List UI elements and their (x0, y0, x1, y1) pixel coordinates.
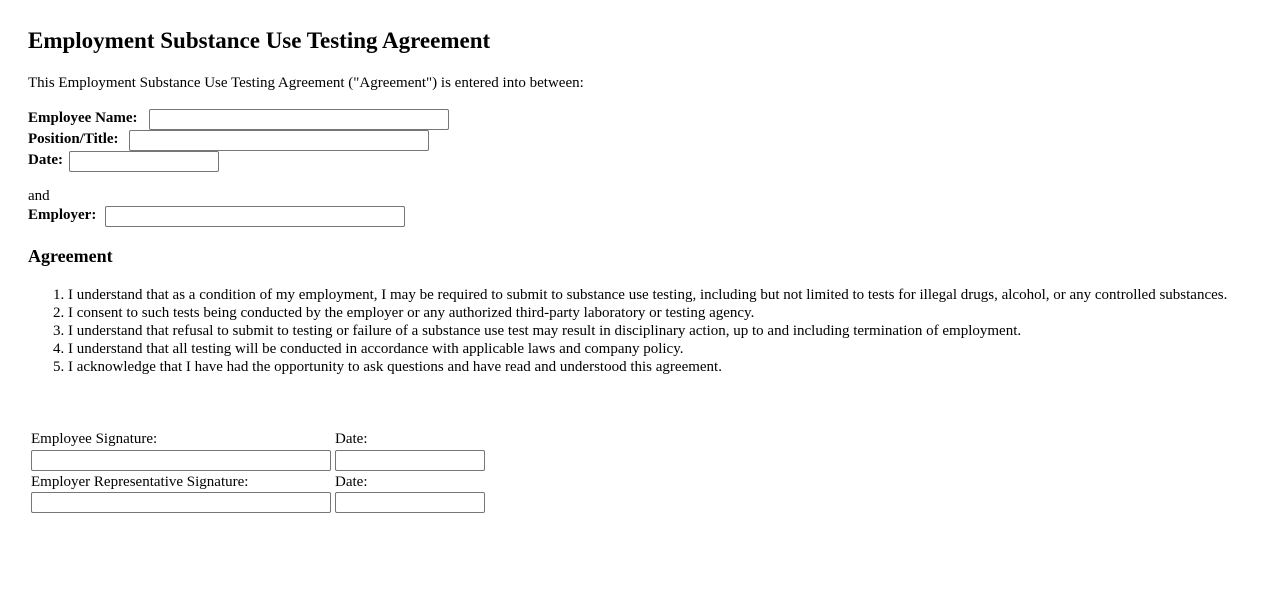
agreement-list (28, 286, 1238, 376)
employee-signature-date-label: Date: (335, 431, 368, 447)
employee-signature-date-input[interactable] (335, 450, 485, 471)
agreement-heading: Agreement (28, 246, 113, 266)
employer-input[interactable] (105, 206, 405, 227)
employer-rep-signature-input[interactable] (31, 492, 331, 513)
agreement-item: 5. I acknowledge that I have had the opportunity to ask questions and have read and understood this agreement. (68, 358, 1238, 376)
date-input[interactable] (69, 151, 219, 172)
employer-rep-signature-date-label: Date: (335, 474, 368, 490)
employer-label: Employer: (28, 207, 97, 223)
and-text: and (28, 188, 50, 204)
agreement-item: 3. I understand that refusal to submit to testing or failure of a substance use test may result in disciplinary action, up to and including termination of employment. (68, 322, 1238, 340)
date-label: Date: (28, 152, 63, 168)
agreement-item: 2. I consent to such tests being conducted by the employer or any authorized third-party laboratory or testing agency. (68, 304, 1238, 322)
employee-signature-label: Employee Signature: (31, 431, 158, 447)
employee-name-input[interactable] (149, 109, 449, 130)
agreement-item: 1. I understand that as a condition of my employment, I may be required to submit to substance use testing, including but not limited to tests for illegal drugs, alcohol, or any controlled substances. (68, 286, 1238, 304)
employer-rep-signature-label: Employer Representative Signature: (31, 474, 249, 490)
agreement-item: 4. I understand that all testing will be conducted in accordance with applicable laws and company policy. (68, 340, 1238, 358)
employer-rep-signature-date-input[interactable] (335, 492, 485, 513)
employee-signature-input[interactable] (31, 450, 331, 471)
position-title-input[interactable] (129, 130, 429, 151)
intro-text: This Employment Substance Use Testing Agreement ("Agreement") is entered into between: (28, 75, 584, 91)
page-title: Employment Substance Use Testing Agreement (28, 28, 491, 53)
employee-name-label: Employee Name: (28, 110, 138, 126)
position-title-label: Position/Title: (28, 131, 119, 147)
